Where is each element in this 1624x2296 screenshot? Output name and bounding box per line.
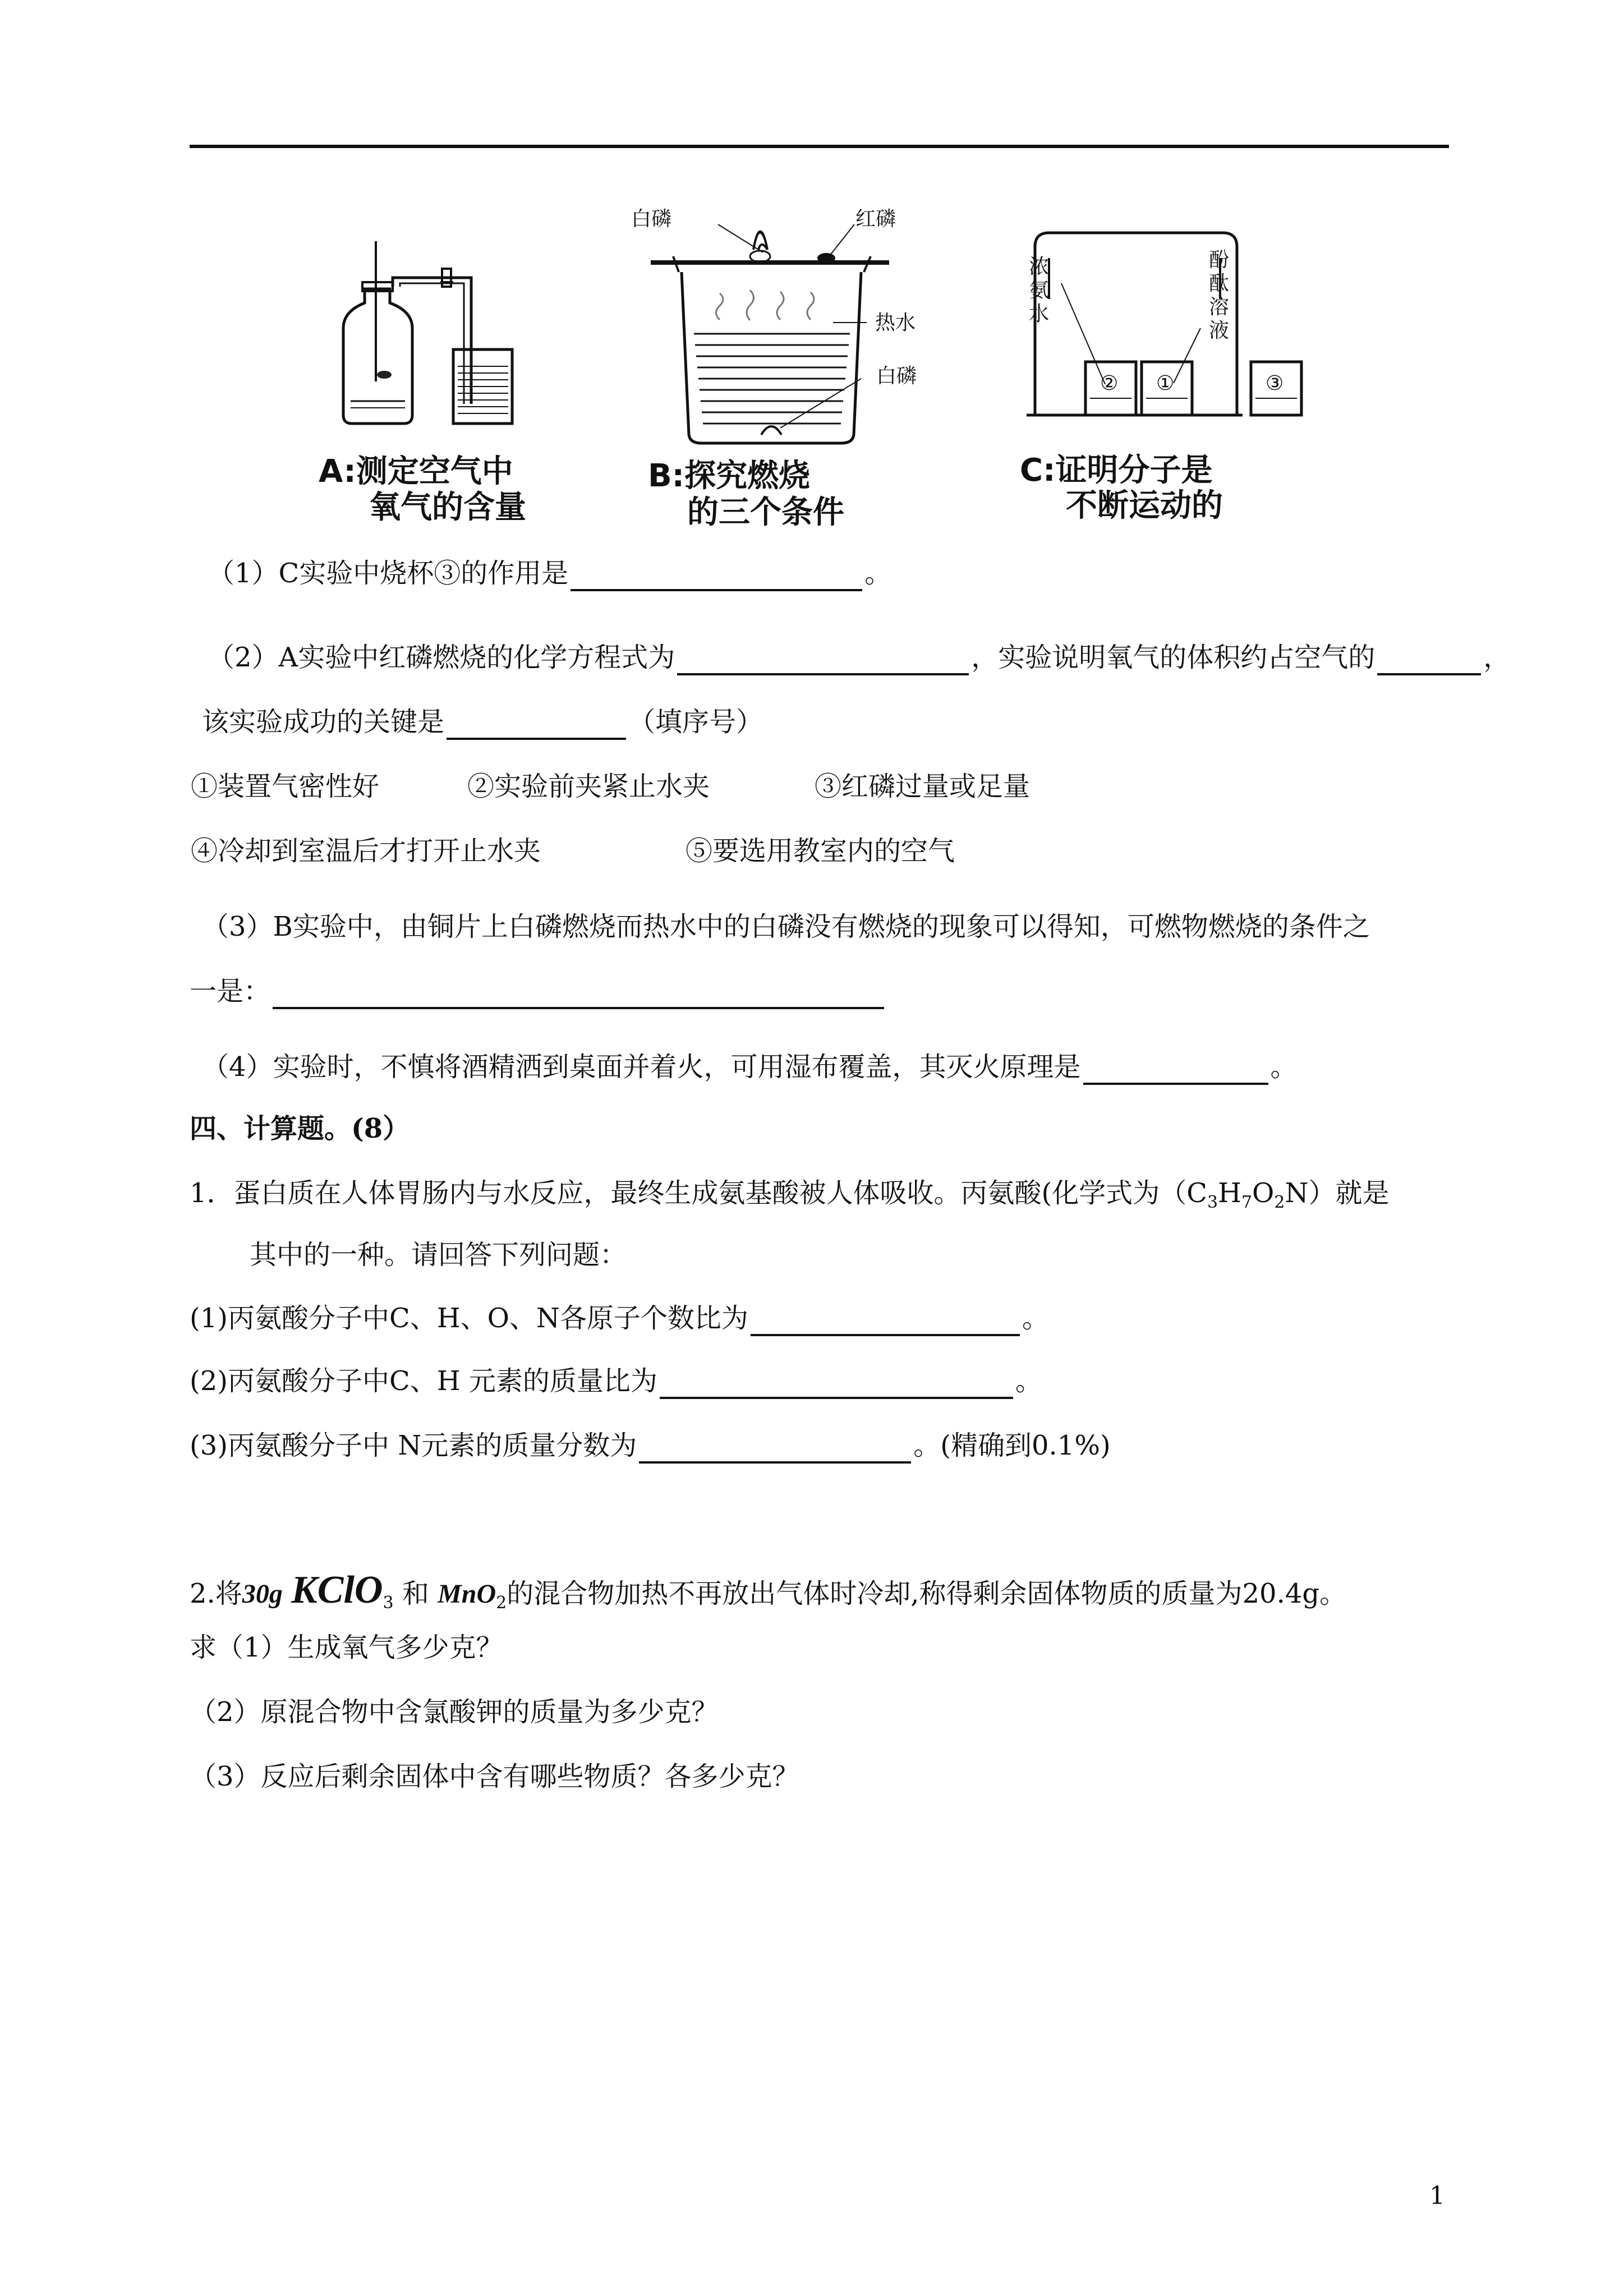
figure-b: [631, 194, 928, 530]
question-3-line-2: [190, 973, 886, 1009]
beaker-three-label: ③: [1266, 372, 1284, 395]
question-2-line-1: [208, 639, 1510, 675]
mass-unit: g: [269, 1579, 283, 1609]
question-2-start: 2.将: [190, 1578, 242, 1609]
and-text: 和: [402, 1578, 429, 1609]
question-1-end: 。: [864, 558, 892, 589]
mass-value: 30: [242, 1579, 269, 1609]
option-3: ③红磷过量或足量: [815, 771, 1030, 802]
question-2-key-prefix: 该实验成功的关键是: [202, 706, 445, 738]
figure-c: [1015, 194, 1329, 530]
question-4: [202, 1049, 1298, 1085]
atom-ratio-end: 。: [1022, 1303, 1049, 1334]
figure-a-label-line1: A:测定空气中: [319, 453, 513, 490]
question-2-option-3: [815, 769, 1030, 804]
figure-a: [303, 194, 617, 530]
potassium-chlorate-formula: KClO: [291, 1568, 383, 1612]
calculation-question-1-part-2: [190, 1363, 1042, 1399]
phenolphthalein-label: 酚酞溶液: [1208, 249, 1229, 342]
atom-ratio-question: (1)丙氨酸分子中C、H、O、N各原子个数比为: [190, 1303, 748, 1334]
question-4-end: 。: [1270, 1051, 1298, 1083]
beaker-one-label: ①: [1156, 372, 1175, 395]
manganese-dioxide-subscript: 2: [496, 1593, 507, 1613]
question-2-options-a: [191, 769, 379, 804]
carbon-subscript: 3: [1207, 1193, 1218, 1212]
question-4-text: （4）实验时，不慎将酒精洒到桌面并着火，可用湿布覆盖，其灭火原理是: [202, 1051, 1081, 1083]
calculation-question-1-line-2: [250, 1237, 627, 1273]
hot-water-label: 热水: [875, 311, 916, 334]
answer-blank-equation[interactable]: [677, 643, 969, 675]
section-four-title-text: 四、计算题。(8）: [190, 1113, 410, 1144]
option-2: ②实验前夹紧止水夹: [467, 771, 710, 802]
answer-blank-q4[interactable]: [1083, 1052, 1268, 1085]
question-3-text: （3）B实验中，由铜片上白磷燃烧而热水中的白磷没有燃烧的现象可以得知，可燃物燃烧的条件之: [202, 911, 1370, 942]
oxygen-mass-question: 求（1）生成氧气多少克？: [190, 1632, 503, 1663]
white-phosphorus-in-water-label: 白磷: [876, 365, 917, 388]
figure-a-apparatus: [303, 194, 617, 474]
question-2-key-suffix: （填序号）: [628, 706, 763, 738]
header-rule: [190, 145, 1449, 148]
option-1: ①装置气密性好: [191, 771, 380, 802]
answer-blank-key[interactable]: [447, 707, 626, 740]
calculation-question-2-part-2: [190, 1694, 719, 1730]
hydrogen-subscript: 7: [1241, 1193, 1253, 1212]
answer-blank-volume[interactable]: [1377, 643, 1481, 675]
option-4: ④冷却到室温后才打开止水夹: [191, 835, 541, 867]
question-2-option-5: [686, 833, 955, 869]
question-2-option-4: [191, 833, 541, 869]
figure-c-label-line2: 不断运动的: [1066, 487, 1223, 524]
figure-c-label-line1: C:证明分子是: [1020, 452, 1213, 489]
calculation-question-2-part-3: [190, 1759, 799, 1795]
alanine-intro-end: N）就是: [1285, 1177, 1390, 1209]
question-3-prefix: 一是：: [190, 976, 271, 1007]
question-1: [208, 555, 891, 591]
question-1-text: （1）C实验中烧杯③的作用是: [208, 558, 569, 589]
remaining-solid-question: （3）反应后剩余固体中含有哪些物质？各多少克？: [190, 1761, 799, 1792]
alanine-intro-text: 1．蛋白质在人体胃肠内与水反应，最终生成氨基酸被人体吸收。丙氨酸(化学式为（C: [190, 1177, 1207, 1209]
mass-fraction-question: (3)丙氨酸分子中 N元素的质量分数为: [190, 1430, 637, 1461]
page-number: 1: [1429, 2182, 1445, 2210]
calculation-question-1-part-3: [190, 1428, 1111, 1464]
calculation-question-1-line-1: [190, 1175, 1390, 1221]
question-2-option-2: [467, 769, 710, 804]
question-2-suffix: 的混合物加热不再放出气体时冷却,称得剩余固体物质的质量为20.4g。: [507, 1578, 1347, 1609]
answer-blank-atom-ratio[interactable]: [751, 1304, 1020, 1336]
manganese-dioxide-formula: MnO: [438, 1579, 496, 1609]
question-2-middle: ，实验说明氧气的体积约占空气的: [971, 642, 1375, 673]
red-phosphorus-label: 红磷: [855, 208, 896, 231]
answer-blank-mass-fraction[interactable]: [639, 1431, 911, 1464]
white-phosphorus-label: 白磷: [631, 208, 672, 231]
question-2-line-2: [202, 704, 763, 740]
figure-c-apparatus: [1015, 194, 1329, 474]
section-four-title: [190, 1111, 410, 1147]
potassium-chlorate-subscript: 3: [383, 1593, 394, 1613]
question-2-end: ，: [1483, 642, 1511, 673]
answer-blank-mass-ratio[interactable]: [660, 1366, 1013, 1399]
question-3-line-1: [202, 909, 1370, 945]
beaker-two-label: ②: [1100, 372, 1119, 395]
mass-fraction-end: 。(精确到0.1%): [913, 1430, 1111, 1461]
alanine-instruction: 其中的一种。请回答下列问题：: [250, 1239, 627, 1271]
question-2-prefix: （2）A实验中红磷燃烧的化学方程式为: [208, 642, 675, 673]
figure-b-label-line2: 的三个条件: [687, 494, 844, 531]
calculation-question-2: [190, 1565, 1346, 1628]
mass-ratio-end: 。: [1015, 1365, 1042, 1397]
answer-blank-q1[interactable]: [571, 559, 862, 591]
oxygen-subscript: 2: [1274, 1193, 1285, 1212]
figure-b-label-line1: B:探究燃烧: [648, 458, 811, 494]
chlorate-mass-question: （2）原混合物中含氯酸钾的质量为多少克？: [190, 1696, 719, 1728]
calculation-question-2-part-1: [190, 1630, 503, 1665]
hydrogen-symbol: H: [1218, 1177, 1241, 1209]
answer-blank-q3[interactable]: [273, 977, 884, 1009]
option-5: ⑤要选用教室内的空气: [686, 835, 955, 867]
figure-a-label-line2: 氧气的含量: [369, 489, 526, 526]
oxygen-symbol: O: [1252, 1177, 1275, 1209]
calculation-question-1-part-1: [190, 1300, 1049, 1336]
mass-ratio-question: (2)丙氨酸分子中C、H 元素的质量比为: [190, 1365, 657, 1397]
ammonia-label: 浓氨水: [1028, 255, 1049, 325]
